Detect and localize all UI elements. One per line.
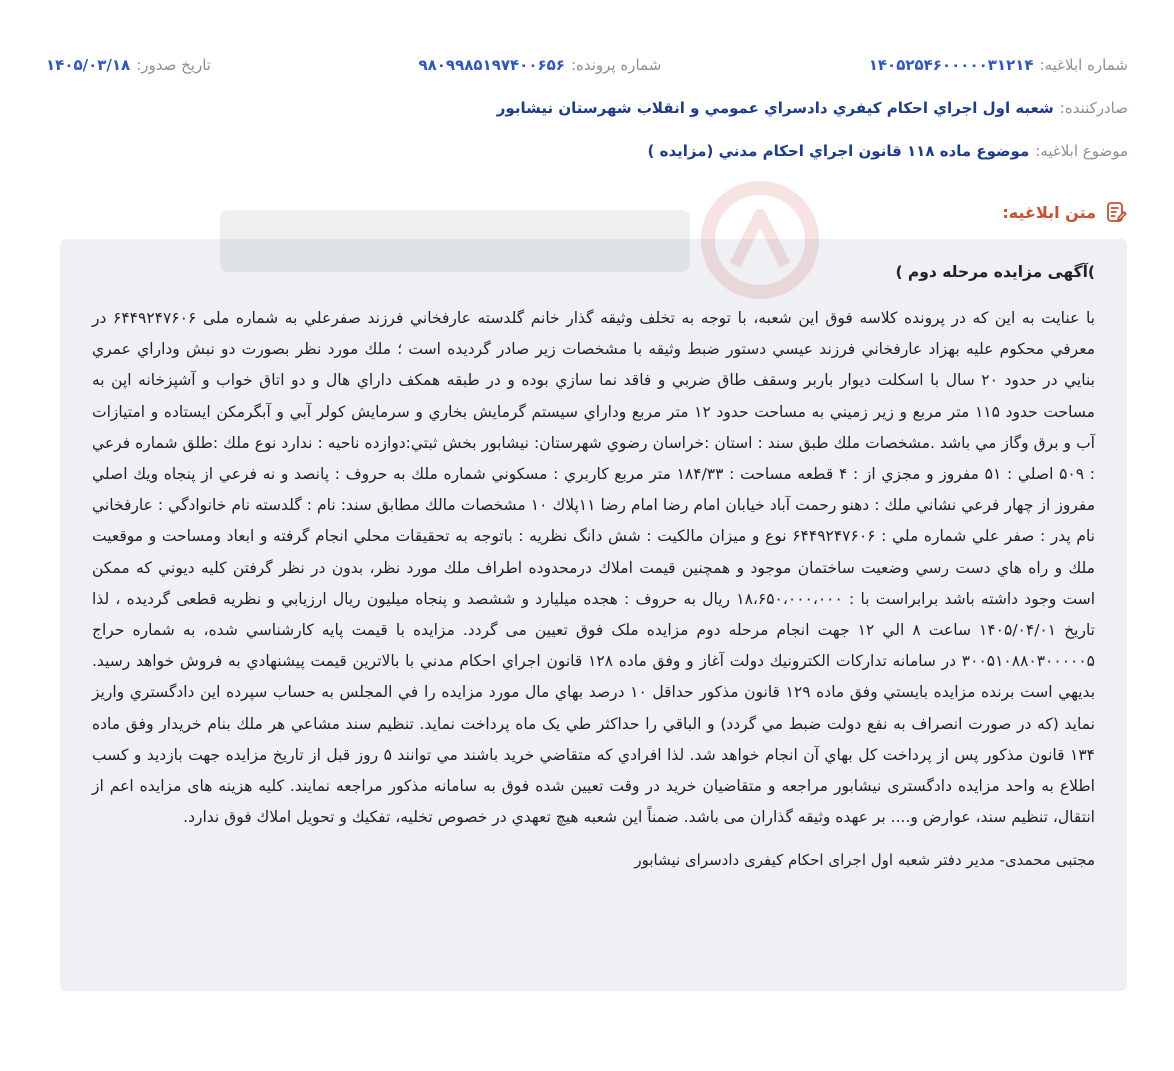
notice-body: با عنايت به اين كه در پرونده كلاسه فوق اين شعبه، با توجه به تخلف وثيقه گذار خانم گلدسته عارفخاني فرزند صفرعلي به شماره ملی ۶۴۴۹۲۴۷۶۰۶ در معرفي محكوم عليه بهزاد عارفخاني فرزند عيسي دستور ضبط وثيقه با مشخصات زير صادر گرديده است ؛ ملك مورد نظر بصورت دو نبش وداراي عمري بنايي در حدود ۲۰ سال با اسكلت ديوار باربر وسقف طاق ضربي و فاقد نما سازي بوده و در طبقه همكف داراي هال و دو اتاق خواب و آشپزخانه اپن به مساحت حدود ۱۱۵ متر مربع و زير زميني به مساحت حدود ۱۲ متر مربع وداراي سيستم گرمايش بخاري و سرمايش كولر آبي و آبگرمكن ايستاده و امتيازات آب و برق وگاز مي باشد .مشخصات ملك طبق سند : استان :خراسان رضوي شهرستان: نيشابور بخش ثبتي:دوازده ناحيه : ندارد نوع ملك :طلق شماره فرعي : ۵۰۹ اصلي : ۵۱ مفروز و مجزي از : ۴ قطعه مساحت : ۱۸۴/۳۳ متر مربع كاربري : مسكوني شماره ملك به حروف : پانصد و نه فرعي از پنجاه ويك اصلي مفروز از چهار فرعي نشاني ملك : دهنو رحمت آباد خيابان امام رضا امام رضا ۱۱پلاك ۱۰ مشخصات مالك مطابق سند: نام : گلدسته نام خانوادگي : عارفخاني نام پدر : صفر علي شماره ملي : ۶۴۴۹۲۴۷۶۰۶ نوع و ميزان مالكيت : شش دانگ نظريه : باتوجه به تحقيقات محلي انجام گرفته و ابعاد ومساحت و موقعيت ملك و راه هاي دست رسي وضعيت ساختمان موجود و همچنين قيمت املاك درمحدوده اطراف ملك مورد نظر، بدون در نظر گرفتن كليه ديوني كه ممكن است وجود داشته باشد برابراست با : ۱۸،۶۵۰،۰۰۰،۰۰۰ ريال به حروف : هجده ميليارد و ششصد و پنجاه ميليون ريال ارزيابي و نظريه قطعی گرديده ، لذا تاريخ ۱۴۰۵/۰۴/۰۱ ساعت ۸ الي ۱۲ جهت انجام مرحله دوم مزایده ملک فوق تعیین می گردد. مزايده با قيمت پايه كارشناسي شده، به شماره حراج ۳۰۰۵۱۰۸۸۰۳۰۰۰۰۰۵ در سامانه تداركات الكترونيك دولت آغاز و وفق ماده ۱۲۸ قانون اجراي احكام مدني با بالاترين قيمت پيشنهادي به فروش خواهد رسيد. بديهي است برنده مزايده بايستي وفق ماده ۱۲۹ قانون مذكور حداقل ۱۰ درصد بهاي مال مورد مزايده را في المجلس به حساب سپرده اين دادگستري واريز نمايد (كه در صورت انصراف به نفع دولت ضبط مي گردد) و الباقي را حداكثر طي يک ماه پرداخت نمايد. تنظيم سند مشاعي هر ملك بنام خريدار وفق ماده ۱۳۴ قانون مذكور پس از پرداخت كل بهاي آن انجام خواهد شد. لذا افرادي كه متقاضي خريد باشند مي توانند ۵ روز قبل از تاريخ مزايده جهت بازديد و كسب اطلاع به واحد مزايده دادگستری نيشابور مراجعه و متقاضيان خريد در وقت تعيين شده فوق به سامانه مذكور مراجعه نمايند. كليه هزینه های مزایده اعم از انتقال، تنظیم سند، عوارض و.... بر عهده وثیقه گذاران می باشد. ضمناً اين شعبه هيچ تعهدي در خصوص تخليه، تفكيك و تحويل املاك فوق ندارد. (92, 309, 1096, 827)
notice-meta-row (46, 56, 1128, 74)
notice-text-section-title (1002, 200, 1128, 224)
notice-number-value: ۱۴۰۵۲۵۴۶۰۰۰۰۰۳۱۲۱۴ (868, 56, 1034, 74)
issuer-value: شعبه اول اجراي احكام كيفري دادسراي عمومي و انقلاب شهرستان نيشابور (496, 99, 1054, 117)
document-edit-icon (1104, 200, 1128, 224)
subject-value: موضوع ماده ۱۱۸ قانون اجراي احكام مدني (مزايده ) (647, 142, 1030, 160)
issue-date-value: ۱۴۰۵/۰۳/۱۸ (46, 56, 131, 74)
notice-text-box (60, 239, 1127, 991)
notice-number (869, 56, 1128, 74)
subject-label: موضوع ابلاغیه: (1035, 142, 1128, 160)
section-title-text: متن ابلاغیه: (1002, 202, 1096, 222)
subject-row (46, 142, 1128, 160)
case-number-label: شماره پرونده: (570, 56, 662, 74)
notice-signature: مجتبی محمدی- مدیر دفتر شعبه اول اجرای احکام کیفری دادسرای نیشابور (634, 851, 1095, 870)
case-number (418, 56, 661, 74)
case-number-value: ۹۸۰۹۹۸۵۱۹۷۴۰۰۶۵۶ (418, 56, 565, 74)
notice-number-label: شماره ابلاغیه: (1039, 56, 1128, 74)
notice-heading: )آگهی مزایده مرحله دوم ) (895, 263, 1095, 281)
issue-date (46, 56, 211, 74)
issuer-label: صادرکننده: (1059, 99, 1128, 117)
issuer-row (46, 99, 1128, 117)
issue-date-label: تاریخ صدور: (136, 56, 211, 74)
